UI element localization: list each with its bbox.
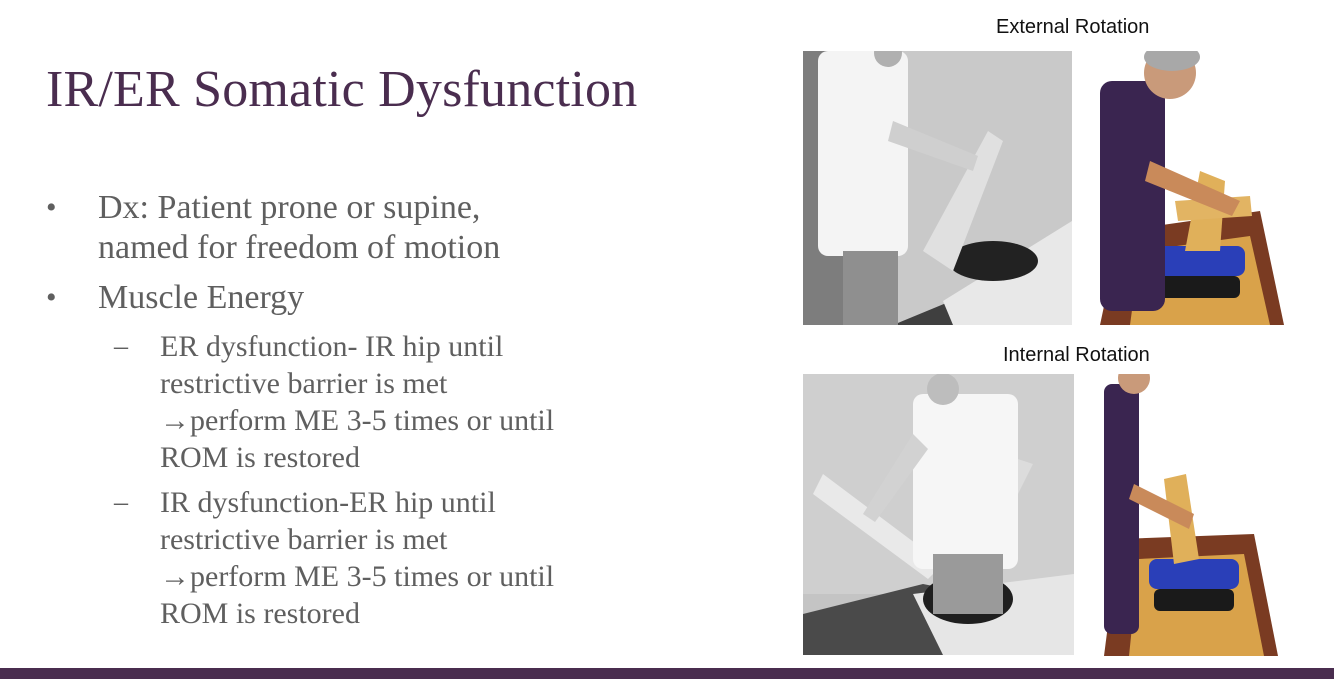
sub-bullet-text: →perform ME 3-5 times or until (160, 560, 555, 593)
sub-bullet-text: restrictive barrier is met (160, 523, 448, 556)
sub-bullet-item (114, 328, 666, 476)
sub-bullet-marker: – (114, 487, 128, 518)
bullet-item (46, 278, 666, 318)
external-rotation-bw-photo (803, 51, 1072, 325)
external-rotation-caption: External Rotation (996, 16, 1150, 38)
bullet-marker: • (46, 281, 57, 314)
internal-rotation-bw-illustration (803, 374, 1074, 655)
sub-bullet-text: restrictive barrier is met (160, 367, 448, 400)
footer-bar (0, 668, 1334, 679)
sub-bullet-text: ROM is restored (160, 441, 360, 474)
internal-rotation-color-illustration (1104, 374, 1278, 656)
bullet-text: Dx: Patient prone or supine, (98, 189, 481, 226)
external-rotation-color-illustration (1100, 51, 1284, 325)
internal-rotation-caption: Internal Rotation (1003, 344, 1150, 366)
sub-bullet-text: →perform ME 3-5 times or until (160, 404, 555, 437)
bullet-text: Muscle Energy (98, 279, 305, 316)
sub-bullet-text: ER dysfunction- IR hip until (160, 330, 504, 363)
external-rotation-color-photo (1100, 51, 1284, 325)
sub-bullet-item (114, 484, 666, 632)
external-rotation-bw-illustration (803, 51, 1072, 325)
slide-title: IR/ER Somatic Dysfunction (46, 61, 638, 118)
sub-bullet-text: IR dysfunction-ER hip until (160, 486, 496, 519)
bullet-item (46, 188, 666, 268)
sub-bullet-text: ROM is restored (160, 597, 360, 630)
bullet-text: named for freedom of motion (98, 229, 501, 266)
sub-bullet-marker: – (114, 331, 128, 362)
internal-rotation-color-photo (1104, 374, 1278, 656)
bullet-list (46, 188, 666, 640)
bullet-marker: • (46, 191, 57, 224)
internal-rotation-bw-photo (803, 374, 1074, 655)
